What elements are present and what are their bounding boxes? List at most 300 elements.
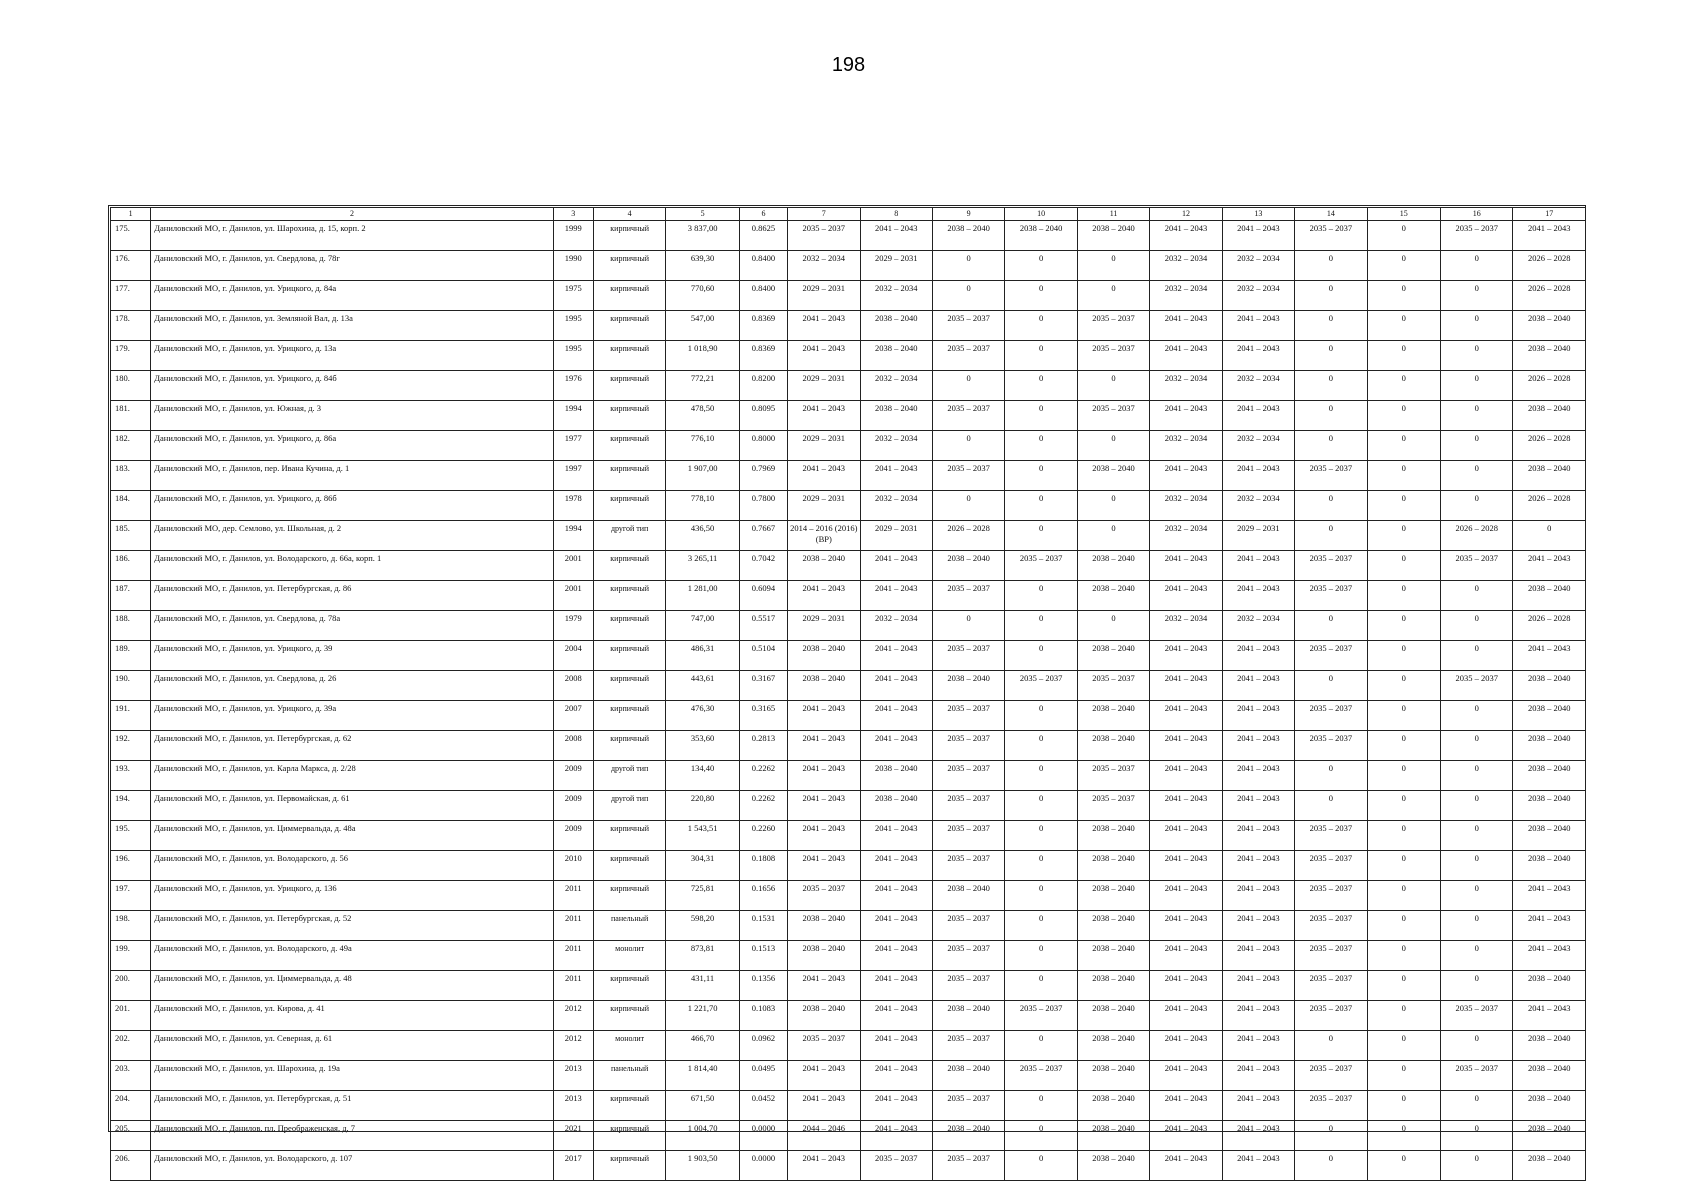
cell-period-col13: 2041 – 2043 [1222,401,1294,431]
cell-wear-ratio: 0.2262 [739,791,787,821]
cell-wall-material: другой тип [593,521,665,551]
cell-period-col7: 2041 – 2043 [788,761,860,791]
cell-period-col8: 2041 – 2043 [860,941,932,971]
cell-period-col12: 2032 – 2034 [1150,281,1222,311]
cell-period-col9: 2038 – 2040 [932,1061,1004,1091]
table-row [111,641,1586,671]
cell-wall-material: кирпичный [593,281,665,311]
cell-address: Даниловский МО, г. Данилов, ул. Петербургская, д. 51 [151,1091,553,1121]
cell-total-area: 772,21 [666,371,739,401]
cell-period-col14: 0 [1295,431,1367,461]
cell-period-col17: 2026 – 2028 [1513,371,1586,401]
cell-year-built: 1995 [553,341,593,371]
cell-address: Даниловский МО, г. Данилов, ул. Урицкого, д. 39 [151,641,553,671]
cell-row-number: 182. [111,431,151,461]
cell-period-col15: 0 [1367,1151,1440,1181]
cell-period-col9: 0 [932,431,1004,461]
cell-year-built: 2009 [553,791,593,821]
cell-row-number: 204. [111,1091,151,1121]
cell-row-number: 181. [111,401,151,431]
cell-year-built: 2017 [553,1151,593,1181]
cell-row-number: 203. [111,1061,151,1091]
cell-period-col13: 2041 – 2043 [1222,671,1294,701]
cell-total-area: 134,40 [666,761,739,791]
cell-period-col7: 2041 – 2043 [788,731,860,761]
table-body [111,208,1586,1181]
cell-period-col17: 2026 – 2028 [1513,431,1586,461]
cell-period-col16: 2026 – 2028 [1441,521,1513,551]
cell-period-col17: 2026 – 2028 [1513,281,1586,311]
cell-period-col12: 2032 – 2034 [1150,371,1222,401]
cell-period-col8: 2041 – 2043 [860,731,932,761]
cell-year-built: 2001 [553,581,593,611]
cell-period-col15: 0 [1367,491,1440,521]
cell-period-col8: 2032 – 2034 [860,281,932,311]
cell-period-col12: 2032 – 2034 [1150,431,1222,461]
cell-period-col13: 2041 – 2043 [1222,1061,1294,1091]
cell-year-built: 1976 [553,371,593,401]
cell-period-col12: 2041 – 2043 [1150,791,1222,821]
cell-wear-ratio: 0.0000 [739,1151,787,1181]
cell-period-col13: 2041 – 2043 [1222,641,1294,671]
cell-period-col13: 2041 – 2043 [1222,1001,1294,1031]
cell-address: Даниловский МО, г. Данилов, пер. Ивана Кучина, д. 1 [151,461,553,491]
cell-period-col12: 2032 – 2034 [1150,611,1222,641]
cell-period-col14: 2035 – 2037 [1295,971,1367,1001]
cell-wear-ratio: 0.8200 [739,371,787,401]
cell-row-number: 189. [111,641,151,671]
table-row [111,701,1586,731]
cell-period-col11: 0 [1077,431,1149,461]
cell-wall-material: кирпичный [593,851,665,881]
cell-period-col11: 2035 – 2037 [1077,341,1149,371]
cell-period-col12: 2041 – 2043 [1150,581,1222,611]
cell-period-col13: 2041 – 2043 [1222,551,1294,581]
cell-wear-ratio: 0.1083 [739,1001,787,1031]
cell-period-col17: 2026 – 2028 [1513,251,1586,281]
cell-wear-ratio: 0.1356 [739,971,787,1001]
cell-wear-ratio: 0.7667 [739,521,787,551]
cell-year-built: 2009 [553,821,593,851]
cell-period-col13: 2032 – 2034 [1222,491,1294,521]
cell-period-col9: 2035 – 2037 [932,581,1004,611]
column-number-3: 3 [553,208,593,221]
cell-period-col16: 0 [1441,761,1513,791]
table-row [111,1121,1586,1151]
cell-period-col15: 0 [1367,971,1440,1001]
cell-wall-material: кирпичный [593,1121,665,1151]
cell-period-col15: 0 [1367,761,1440,791]
cell-year-built: 1975 [553,281,593,311]
cell-address: Даниловский МО, г. Данилов, ул. Кирова, д. 41 [151,1001,553,1031]
cell-wall-material: кирпичный [593,581,665,611]
cell-period-col13: 2041 – 2043 [1222,1151,1294,1181]
cell-period-col16: 0 [1441,401,1513,431]
cell-period-col11: 2038 – 2040 [1077,1031,1149,1061]
cell-period-col13: 2032 – 2034 [1222,251,1294,281]
cell-period-col11: 2038 – 2040 [1077,731,1149,761]
cell-period-col17: 2026 – 2028 [1513,611,1586,641]
cell-row-number: 179. [111,341,151,371]
table-row [111,1151,1586,1181]
column-number-6: 6 [739,208,787,221]
cell-period-col13: 2041 – 2043 [1222,1121,1294,1151]
cell-total-area: 353,60 [666,731,739,761]
cell-year-built: 2012 [553,1001,593,1031]
cell-period-col14: 2035 – 2037 [1295,581,1367,611]
cell-total-area: 1 004,70 [666,1121,739,1151]
cell-period-col17: 0 [1513,521,1586,551]
cell-period-col17: 2041 – 2043 [1513,941,1586,971]
cell-total-area: 776,10 [666,431,739,461]
cell-total-area: 466,70 [666,1031,739,1061]
column-number-11: 11 [1077,208,1149,221]
table-row [111,731,1586,761]
cell-period-col14: 0 [1295,401,1367,431]
cell-period-col7: 2041 – 2043 [788,851,860,881]
cell-wear-ratio: 0.7800 [739,491,787,521]
cell-period-col11: 2038 – 2040 [1077,911,1149,941]
cell-period-col11: 0 [1077,491,1149,521]
cell-period-col13: 2041 – 2043 [1222,581,1294,611]
cell-period-col14: 0 [1295,341,1367,371]
cell-total-area: 547,00 [666,311,739,341]
cell-address: Даниловский МО, г. Данилов, ул. Циммервальда, д. 48а [151,821,553,851]
cell-period-col7: 2038 – 2040 [788,671,860,701]
cell-period-col9: 2035 – 2037 [932,761,1004,791]
cell-period-col13: 2041 – 2043 [1222,881,1294,911]
column-number-8: 8 [860,208,932,221]
cell-wear-ratio: 0.2813 [739,731,787,761]
cell-row-number: 205. [111,1121,151,1151]
cell-period-col11: 2038 – 2040 [1077,461,1149,491]
table-row [111,611,1586,641]
cell-address: Даниловский МО, г. Данилов, ул. Володарского, д. 107 [151,1151,553,1181]
cell-address: Даниловский МО, г. Данилов, ул. Свердлова, д. 26 [151,671,553,701]
cell-period-col9: 0 [932,281,1004,311]
cell-period-col10: 2035 – 2037 [1005,1061,1077,1091]
cell-total-area: 598,20 [666,911,739,941]
cell-wall-material: кирпичный [593,641,665,671]
cell-period-col17: 2038 – 2040 [1513,791,1586,821]
cell-wall-material: кирпичный [593,551,665,581]
table-row [111,461,1586,491]
cell-period-col15: 0 [1367,881,1440,911]
cell-address: Даниловский МО, дер. Семлово, ул. Школьная, д. 2 [151,521,553,551]
cell-year-built: 1977 [553,431,593,461]
cell-period-col12: 2041 – 2043 [1150,911,1222,941]
cell-period-col8: 2041 – 2043 [860,1091,932,1121]
cell-address: Даниловский МО, г. Данилов, ул. Северная, д. 61 [151,1031,553,1061]
cell-wall-material: кирпичный [593,1001,665,1031]
cell-period-col9: 2035 – 2037 [932,641,1004,671]
cell-period-col14: 0 [1295,251,1367,281]
cell-period-col7: 2038 – 2040 [788,551,860,581]
cell-period-col9: 2035 – 2037 [932,701,1004,731]
cell-row-number: 180. [111,371,151,401]
cell-address: Даниловский МО, г. Данилов, ул. Урицкого, д. 136 [151,881,553,911]
cell-total-area: 431,11 [666,971,739,1001]
table-row [111,281,1586,311]
cell-period-col14: 2035 – 2037 [1295,731,1367,761]
cell-period-col16: 0 [1441,641,1513,671]
cell-row-number: 206. [111,1151,151,1181]
cell-period-col8: 2032 – 2034 [860,491,932,521]
cell-period-col10: 0 [1005,461,1077,491]
cell-period-col9: 0 [932,371,1004,401]
cell-period-col15: 0 [1367,731,1440,761]
cell-period-col11: 2038 – 2040 [1077,221,1149,251]
cell-period-col11: 2038 – 2040 [1077,1001,1149,1031]
cell-period-col17: 2038 – 2040 [1513,1121,1586,1151]
cell-period-col17: 2038 – 2040 [1513,971,1586,1001]
cell-address: Даниловский МО, г. Данилов, ул. Циммервальда, д. 48 [151,971,553,1001]
cell-period-col14: 2035 – 2037 [1295,941,1367,971]
cell-wear-ratio: 0.8625 [739,221,787,251]
cell-period-col15: 0 [1367,401,1440,431]
cell-period-col15: 0 [1367,281,1440,311]
cell-period-col7: 2044 – 2046 [788,1121,860,1151]
cell-period-col9: 0 [932,611,1004,641]
cell-period-col11: 0 [1077,281,1149,311]
cell-wall-material: кирпичный [593,401,665,431]
cell-period-col10: 0 [1005,1031,1077,1061]
cell-address: Даниловский МО, г. Данилов, ул. Карла Маркса, д. 2/28 [151,761,553,791]
cell-period-col13: 2032 – 2034 [1222,431,1294,461]
cell-period-col7: 2041 – 2043 [788,311,860,341]
cell-period-col14: 0 [1295,281,1367,311]
cell-period-col7: 2041 – 2043 [788,581,860,611]
cell-wear-ratio: 0.1531 [739,911,787,941]
table-row [111,1091,1586,1121]
cell-period-col10: 0 [1005,281,1077,311]
cell-period-col16: 0 [1441,581,1513,611]
cell-row-number: 175. [111,221,151,251]
cell-period-col14: 0 [1295,1031,1367,1061]
cell-period-col12: 2041 – 2043 [1150,941,1222,971]
cell-address: Даниловский МО, г. Данилов, ул. Урицкого, д. 84а [151,281,553,311]
cell-period-col16: 0 [1441,911,1513,941]
cell-period-col14: 0 [1295,671,1367,701]
cell-period-col10: 0 [1005,941,1077,971]
cell-period-col7: 2041 – 2043 [788,341,860,371]
cell-period-col17: 2038 – 2040 [1513,1061,1586,1091]
cell-period-col9: 2035 – 2037 [932,461,1004,491]
cell-period-col11: 0 [1077,611,1149,641]
cell-address: Даниловский МО, г. Данилов, пл. Преображенская, д. 7 [151,1121,553,1151]
cell-period-col17: 2038 – 2040 [1513,1031,1586,1061]
column-number-13: 13 [1222,208,1294,221]
cell-wear-ratio: 0.1808 [739,851,787,881]
cell-year-built: 1990 [553,251,593,281]
cell-period-col14: 2035 – 2037 [1295,1091,1367,1121]
cell-address: Даниловский МО, г. Данилов, ул. Шарохина, д. 15, корп. 2 [151,221,553,251]
cell-wear-ratio: 0.7042 [739,551,787,581]
cell-period-col14: 2035 – 2037 [1295,881,1367,911]
cell-period-col15: 0 [1367,581,1440,611]
cell-year-built: 2008 [553,731,593,761]
cell-wear-ratio: 0.0495 [739,1061,787,1091]
cell-year-built: 2011 [553,881,593,911]
cell-period-col15: 0 [1367,461,1440,491]
cell-period-col17: 2038 – 2040 [1513,731,1586,761]
cell-period-col10: 0 [1005,311,1077,341]
cell-period-col17: 2038 – 2040 [1513,401,1586,431]
cell-wear-ratio: 0.7969 [739,461,787,491]
cell-wear-ratio: 0.2262 [739,761,787,791]
cell-period-col8: 2041 – 2043 [860,461,932,491]
cell-period-col12: 2041 – 2043 [1150,401,1222,431]
cell-total-area: 3 837,00 [666,221,739,251]
cell-period-col8: 2041 – 2043 [860,1061,932,1091]
cell-period-col11: 2038 – 2040 [1077,1121,1149,1151]
cell-period-col13: 2041 – 2043 [1222,311,1294,341]
cell-row-number: 191. [111,701,151,731]
cell-period-col9: 2038 – 2040 [932,551,1004,581]
cell-period-col16: 0 [1441,431,1513,461]
column-number-2: 2 [151,208,553,221]
cell-period-col10: 0 [1005,881,1077,911]
cell-period-col11: 0 [1077,521,1149,551]
cell-period-col15: 0 [1367,311,1440,341]
cell-period-col10: 0 [1005,761,1077,791]
cell-period-col16: 0 [1441,341,1513,371]
cell-year-built: 1994 [553,401,593,431]
table-row [111,851,1586,881]
cell-wall-material: кирпичный [593,1091,665,1121]
cell-wall-material: другой тип [593,791,665,821]
cell-period-col15: 0 [1367,431,1440,461]
cell-year-built: 1978 [553,491,593,521]
cell-period-col11: 2038 – 2040 [1077,581,1149,611]
cell-period-col13: 2041 – 2043 [1222,1091,1294,1121]
cell-period-col13: 2041 – 2043 [1222,341,1294,371]
cell-wear-ratio: 0.1656 [739,881,787,911]
cell-period-col10: 2035 – 2037 [1005,1001,1077,1031]
cell-period-col17: 2038 – 2040 [1513,671,1586,701]
cell-period-col9: 2035 – 2037 [932,401,1004,431]
cell-period-col8: 2035 – 2037 [860,1151,932,1181]
cell-year-built: 2013 [553,1061,593,1091]
cell-address: Даниловский МО, г. Данилов, ул. Петербургская, д. 86 [151,581,553,611]
cell-period-col15: 0 [1367,611,1440,641]
cell-period-col12: 2041 – 2043 [1150,1031,1222,1061]
cell-period-col10: 0 [1005,491,1077,521]
cell-period-col17: 2038 – 2040 [1513,851,1586,881]
cell-period-col17: 2041 – 2043 [1513,911,1586,941]
cell-period-col10: 0 [1005,251,1077,281]
cell-period-col15: 0 [1367,521,1440,551]
cell-wall-material: кирпичный [593,671,665,701]
cell-period-col14: 0 [1295,521,1367,551]
cell-address: Даниловский МО, г. Данилов, ул. Володарского, д. 66а, корп. 1 [151,551,553,581]
cell-period-col12: 2041 – 2043 [1150,821,1222,851]
cell-period-col8: 2041 – 2043 [860,641,932,671]
cell-period-col12: 2041 – 2043 [1150,311,1222,341]
cell-row-number: 188. [111,611,151,641]
cell-year-built: 2011 [553,911,593,941]
cell-period-col16: 0 [1441,611,1513,641]
cell-period-col16: 2035 – 2037 [1441,671,1513,701]
cell-period-col8: 2041 – 2043 [860,971,932,1001]
cell-period-col7: 2038 – 2040 [788,911,860,941]
cell-total-area: 1 221,70 [666,1001,739,1031]
cell-period-col17: 2038 – 2040 [1513,1151,1586,1181]
cell-period-col8: 2038 – 2040 [860,791,932,821]
cell-period-col8: 2041 – 2043 [860,821,932,851]
cell-wear-ratio: 0.0962 [739,1031,787,1061]
cell-wear-ratio: 0.8095 [739,401,787,431]
cell-period-col9: 0 [932,491,1004,521]
cell-wall-material: кирпичный [593,881,665,911]
cell-period-col14: 2035 – 2037 [1295,551,1367,581]
cell-period-col11: 2038 – 2040 [1077,701,1149,731]
cell-wall-material: кирпичный [593,701,665,731]
cell-total-area: 1 814,40 [666,1061,739,1091]
cell-period-col10: 2038 – 2040 [1005,221,1077,251]
cell-total-area: 220,80 [666,791,739,821]
cell-wear-ratio: 0.0000 [739,1121,787,1151]
cell-period-col9: 2035 – 2037 [932,821,1004,851]
cell-period-col16: 0 [1441,281,1513,311]
cell-period-col8: 2041 – 2043 [860,881,932,911]
cell-period-col14: 0 [1295,311,1367,341]
cell-period-col9: 2038 – 2040 [932,671,1004,701]
cell-period-col15: 0 [1367,551,1440,581]
cell-total-area: 671,50 [666,1091,739,1121]
cell-wall-material: кирпичный [593,431,665,461]
cell-period-col17: 2038 – 2040 [1513,821,1586,851]
cell-wear-ratio: 0.8400 [739,251,787,281]
cell-period-col7: 2041 – 2043 [788,1151,860,1181]
cell-row-number: 197. [111,881,151,911]
cell-period-col13: 2041 – 2043 [1222,1031,1294,1061]
cell-period-col10: 0 [1005,911,1077,941]
table-row [111,1031,1586,1061]
cell-period-col10: 0 [1005,641,1077,671]
column-number-5: 5 [666,208,739,221]
cell-period-col16: 2035 – 2037 [1441,1061,1513,1091]
cell-row-number: 187. [111,581,151,611]
cell-total-area: 1 903,50 [666,1151,739,1181]
cell-period-col9: 2035 – 2037 [932,911,1004,941]
table-row [111,401,1586,431]
cell-period-col8: 2032 – 2034 [860,431,932,461]
table-row [111,791,1586,821]
cell-address: Даниловский МО, г. Данилов, ул. Урицкого, д. 86б [151,491,553,521]
cell-period-col7: 2035 – 2037 [788,1031,860,1061]
column-number-7: 7 [788,208,860,221]
cell-address: Даниловский МО, г. Данилов, ул. Первомайская, д. 61 [151,791,553,821]
table-row [111,881,1586,911]
cell-period-col15: 0 [1367,251,1440,281]
cell-year-built: 1979 [553,611,593,641]
cell-period-col11: 2035 – 2037 [1077,401,1149,431]
cell-period-col16: 0 [1441,821,1513,851]
cell-period-col15: 0 [1367,1061,1440,1091]
cell-row-number: 193. [111,761,151,791]
cell-address: Даниловский МО, г. Данилов, ул. Петербургская, д. 52 [151,911,553,941]
cell-period-col8: 2038 – 2040 [860,761,932,791]
cell-period-col12: 2041 – 2043 [1150,1151,1222,1181]
cell-period-col12: 2041 – 2043 [1150,731,1222,761]
cell-period-col12: 2041 – 2043 [1150,881,1222,911]
cell-period-col17: 2038 – 2040 [1513,311,1586,341]
cell-total-area: 486,31 [666,641,739,671]
cell-period-col8: 2041 – 2043 [860,551,932,581]
cell-wall-material: кирпичный [593,731,665,761]
cell-period-col13: 2041 – 2043 [1222,731,1294,761]
